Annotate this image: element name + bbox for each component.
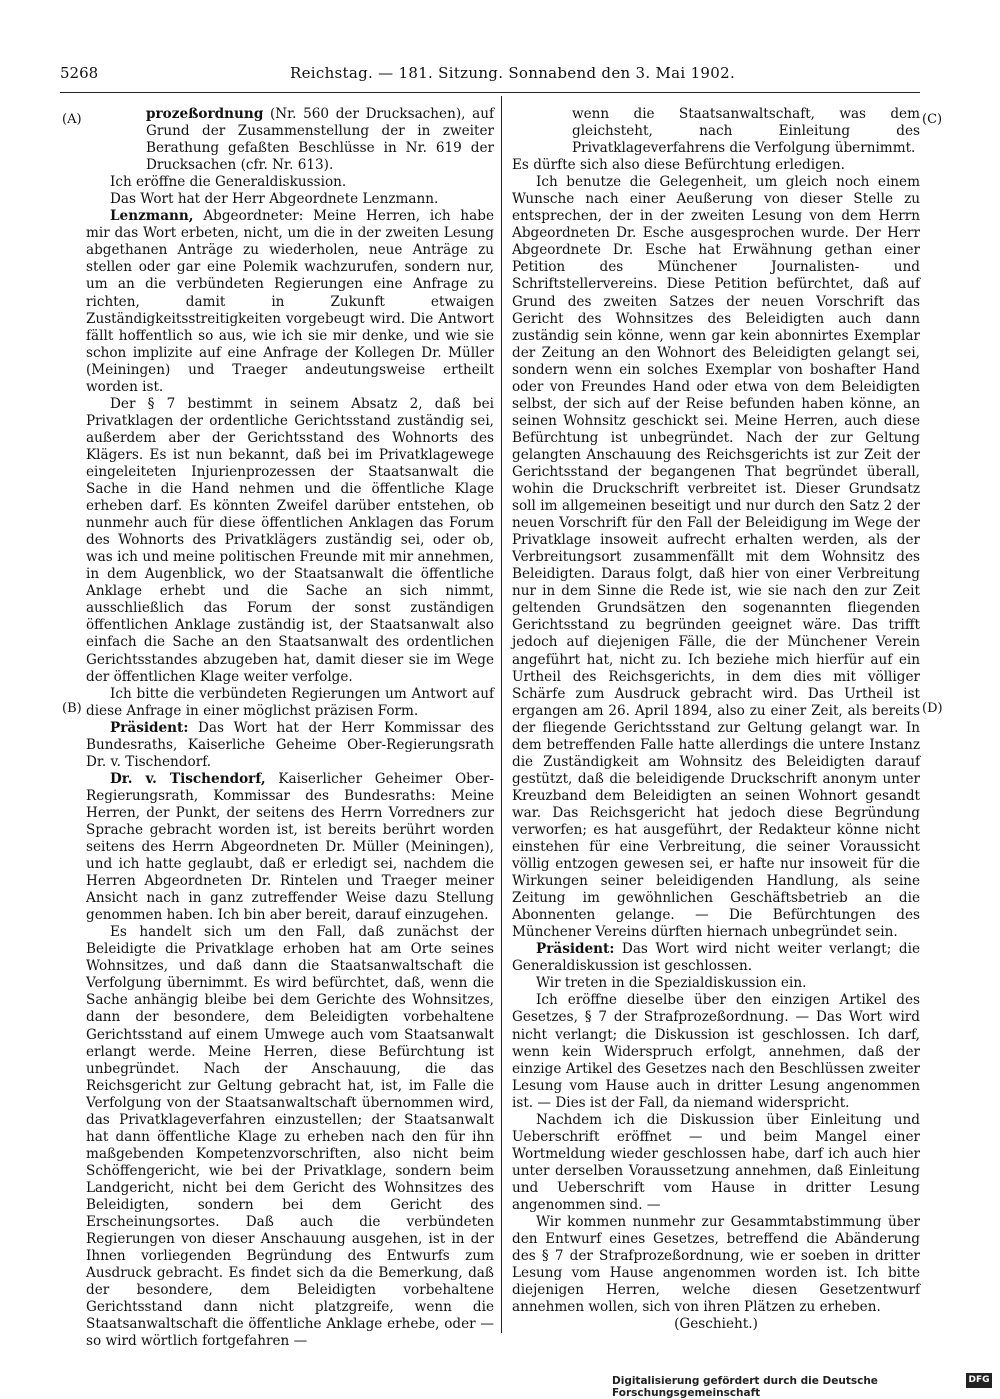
margin-marker-b: (B)	[62, 701, 82, 716]
speech-text: Kaiserlicher Geheimer Ober-Regierungsrath, Kommissar des Bundesraths: Meine Herren, der Punkt, der seitens des Herrn Vorredners zur Sprache gebracht worden ist, ist bereits berührt worden seitens des Herrn Abgeordneten Dr. Müller (Meiningen), und ich hatte geglaubt, daß er erledigt sei, nachdem die Herren Abgeordneten Dr. Rintelen und Traeger meiner Ansicht nach in ganz zutreffender Weise dazu Stellung genommen haben. Ich bin aber bereit, darauf einzugehen.	[86, 770, 494, 924]
margin-marker-d: (D)	[922, 701, 943, 716]
margin-marker-c: (C)	[922, 112, 943, 127]
running-title: Reichstag. — 181. Sitzung. Sonnabend den 3. Mai 1902.	[290, 64, 736, 82]
quotation: wenn die Staatsanwaltschaft, was dem gleichsteht, nach Einleitung des Privatklageverfahrens die Verfolgung übernimmt.	[572, 106, 920, 157]
speech-text: Das Wort wird nicht weiter verlangt; die Generaldiskussion ist geschlossen.	[512, 941, 920, 975]
paragraph: Ich bitte die verbündeten Regierungen um Antwort auf diese Anfrage in einer möglichst präzisen Form.	[86, 685, 494, 719]
agenda-item	[86, 106, 494, 174]
funding-footer	[612, 1372, 992, 1399]
column-divider	[501, 96, 502, 1333]
dfg-logo: DFG	[966, 1373, 992, 1388]
speaker-name: Präsident:	[536, 941, 615, 958]
agenda-item-label: prozeßordnung	[146, 106, 264, 122]
paragraph: Ich benutze die Gelegenheit, um gleich noch einem Wunsche nach einer Aeußerung von dieser Stelle zu entsprechen, der in der zweiten Lesung von dem Herrn Abgeordneten Dr. Esche ausgesprochen wurde. Der Herr Abgeordnete Dr. Esche hat Erwähnung gethan einer Petition des Münchener Journalisten- und Schriftstellervereins. Diese Petition befürchtet, daß auf Grund des zweiten Satzes der neuen Vorschrift das Gericht des Wohnsitzes des Beleidigten auch dann zuständig sein könne, wenn gar kein abonnirtes Exemplar der Zeitung an den Wohnort des Beleidigten gelangt sei, sondern wenn ein solches Exemplar von boshafter Hand oder von Freundes Hand oder etwa von dem Beleidigten selbst, der sich auf der Reise befunden haben könne, an seinen Wohnsitz geschickt sei. Meine Herren, auch diese Befürchtung ist unbegründet. Nach der zur Geltung gelangten Anschauung des Reichsgerichts ist zur Zeit der Gerichtsstand der begangenen That begründet überall, wohin die Druckschrift verbreitet ist. Dieser Grundsatz soll im allgemeinen beseitigt und nur durch den Satz 2 der neuen Vorschrift für den Fall der Beleidigung im Wege der Privatklage insoweit aufrecht erhalten werden, als der Verbreitungsort zusammenfällt mit dem Wohnsitz des Beleidigten. Daraus folgt, daß hier von einer Verbreitung nur in dem Sinne die Rede ist, wie sie nach den zur Zeit geltenden Grundsätzen den sogenannten fliegenden Gerichtsstand zu begründen geeignet wäre. Das trifft jedoch auf diejenigen Fälle, die der Münchener Verein angeführt hat, nicht zu. Ich beziehe mich hierfür auf ein Urtheil des Reichsgerichts, in dem dies mit völliger Schärfe zum Ausdruck gebracht wird. Das Urtheil ist ergangen am 26. April 1894, also zu einer Zeit, als bereits der fliegende Gerichtsstand zur Geltung gelangt war. In dem betreffenden Falle hatte allerdings die untere Instanz die Zuständigkeit am Wohnsitz des Beleidigten darauf gestützt, daß die beleidigende Druckschrift anonym unter Kreuzband dem Beleidigten an seinen Wohnort gesandt war. Das Reichsgericht hat jedoch diese Begründung verworfen; es hat ausgeführt, der Redakteur könne nicht einstehen für eine Verbreitung, die seiner Voraussicht völlig entzogen gewesen sei, er hafte nur insoweit für die Wirkungen seiner beleidigenden Handlung, als seine Zeitung im gewöhnlichen Geschäftsbetrieb an die Abonnenten gelange. — Die Befürchtungen des Münchener Vereins dürften hiernach unbegründet sein.	[512, 174, 920, 941]
paragraph: Ich eröffne die Generaldiskussion.	[110, 174, 347, 191]
stage-direction: (Geschieht.)	[674, 1316, 758, 1333]
speech-paragraph	[86, 720, 494, 771]
paragraph: Wir treten in die Spezialdiskussion ein.	[536, 975, 807, 992]
speech-paragraph	[86, 771, 494, 924]
page-header	[60, 64, 920, 86]
right-column	[512, 106, 920, 1333]
paragraph: Es dürfte sich also diese Befürchtung erledigen.	[512, 157, 845, 174]
speech-paragraph	[86, 208, 494, 396]
speaker-name: Lenzmann,	[110, 208, 194, 225]
margin-marker-a: (A)	[62, 112, 82, 127]
header-rule	[60, 92, 920, 93]
speaker-name: Dr. v. Tischendorf,	[110, 770, 266, 787]
speech-text: Abgeordneter: Meine Herren, ich habe mir das Wort erbeten, nicht, um die in der zweiten Lesung abgethanen Anträge zu wiederholen, neue Anträge zu stellen oder gar eine Polemik wachzurufen, sondern nur, um an die verbündeten Regierungen eine Anfrage zu richten, damit in Zukunft etwaigen Zuständigkeitsstreitigkeiten vorgebeugt wird. Die Antwort fällt hoffentlich so aus, wie ich sie mir denke, und wie sie schon implizite auf eine Anfrage der Kollegen Dr. Müller (Meiningen) und Traeger andeutungsweise ertheilt worden ist.	[86, 208, 494, 395]
paragraph: Das Wort hat der Herr Abgeordnete Lenzmann.	[110, 191, 439, 208]
speech-text: Das Wort hat der Herr Kommissar des Bundesraths, Kaiserliche Geheime Ober-Regierungsrath Dr. v. Tischendorf.	[86, 719, 494, 770]
left-column	[86, 106, 494, 1350]
funding-note: Digitalisierung gefördert durch die Deutsche Forschungsgemeinschaft	[612, 1375, 878, 1399]
paragraph: Es handelt sich um den Fall, daß zunächst der Beleidigte die Privatklage erhoben hat am Orte seines Wohnsitzes, und daß dann die Staatsanwaltschaft die Verfolgung übernimmt. Es wird befürchtet, daß, wenn die Sache anhängig bleibe bei dem Gerichte des Wohnsitzes, dann der besondere, dem Beleidigten vorbehaltene Gerichtsstand auf einem Umwege auch vom Staatsanwalt erlangt werde. Meine Herren, diese Befürchtung ist unbegründet. Nach der Anschauung, die das Reichsgericht zur Geltung gebracht hat, ist, im Falle die Verfolgung von der Staatsanwaltschaft übernommen wird, das Privatklageverfahren einzustellen; der Staatsanwalt hat dann öffentliche Klage zu erheben nach den für ihn maßgebenden Kompetenzvorschriften, also nicht beim Schöffengericht, wie bei der Privatklage, sondern beim Landgericht, nicht bei dem Gericht des Wohnsitzes des Beleidigten, sondern bei dem Gericht des Erscheinungsortes. Daß auch die verbündeten Regierungen von dieser Anschauung ausgehen, ist in der Ihnen vorliegenden Begründung des Entwurfs zum Ausdruck gebracht. Es findet sich da die Bemerkung, daß der besondere, dem Beleidigten vorbehaltene Gerichtsstand dann nicht platzgreife, wenn die Staatsanwaltschaft die öffentliche Anklage erhebe, oder — so wird wörtlich fortgefahren —	[86, 924, 494, 1350]
agenda-item-text: (Nr. 560 der Drucksachen), auf Grund der Zusammenstellung der in zweiter Berathung gefaßten Beschlüsse in Nr. 619 der Drucksachen (cfr. Nr. 613).	[146, 106, 494, 174]
paragraph: Ich eröffne dieselbe über den einzigen Artikel des Gesetzes, § 7 der Strafprozeßordnung. — Das Wort wird nicht verlangt; die Diskussion ist geschlossen. Ich darf, wenn kein Widerspruch erfolgt, annehmen, daß der einzige Artikel des Gesetzes nach den Beschlüssen zweiter Lesung vom Hause auch in dritter Lesung angenommen ist. — Dies ist der Fall, da niemand widerspricht.	[512, 992, 920, 1111]
paragraph: Nachdem ich die Diskussion über Einleitung und Ueberschrift eröffnet — und beim Mangel einer Wortmeldung wieder geschlossen habe, darf ich auch hier unter derselben Voraussetzung annehmen, daß Einleitung und Ueberschrift vom Hause in dritter Lesung angenommen sind. —	[512, 1111, 920, 1213]
page-number: 5268	[60, 64, 99, 82]
speech-paragraph	[512, 941, 920, 975]
paragraph: Wir kommen nunmehr zur Gesammtabstimmung über den Entwurf eines Gesetzes, betreffend die Abänderung des § 7 der Strafprozeßordnung, wie er soeben in dritter Lesung vom Hause angenommen worden ist. Ich bitte diejenigen Herren, welche diesen Gesetzentwurf annehmen wollen, sich von ihren Plätzen zu erheben.	[512, 1214, 920, 1316]
paragraph: Der § 7 bestimmt in seinem Absatz 2, daß bei Privatklagen der ordentliche Gerichtsstand zuständig sei, außerdem aber der Gerichtsstand des Wohnorts des Klägers. Es ist nun bekannt, daß bei im Privatklagewege eingeleiteten Injurienprozessen der Staatsanwalt die Sache in die Hand nehmen und die öffentliche Klage erheben darf. Es könnten Zweifel darüber entstehen, ob nunmehr auch für diese öffentlichen Anklagen das Forum des Wohnorts des Privatklägers zuständig sei, oder ob, was ich und meine politischen Freunde mit mir annehmen, in dem Augenblick, wo der Staatsanwalt die öffentliche Anklage erhebt und die Sache an sich nimmt, ausschließlich das Forum der sonst zuständigen öffentlichen Anklage zuständig ist, der Staatsanwalt also einfach die Sache an den Staatsanwalt des ordentlichen Gerichtsstandes abzugeben hat, damit dieser sie im Wege der öffentlichen Klage weiter verfolge.	[86, 395, 494, 685]
speaker-name: Präsident:	[110, 719, 189, 736]
